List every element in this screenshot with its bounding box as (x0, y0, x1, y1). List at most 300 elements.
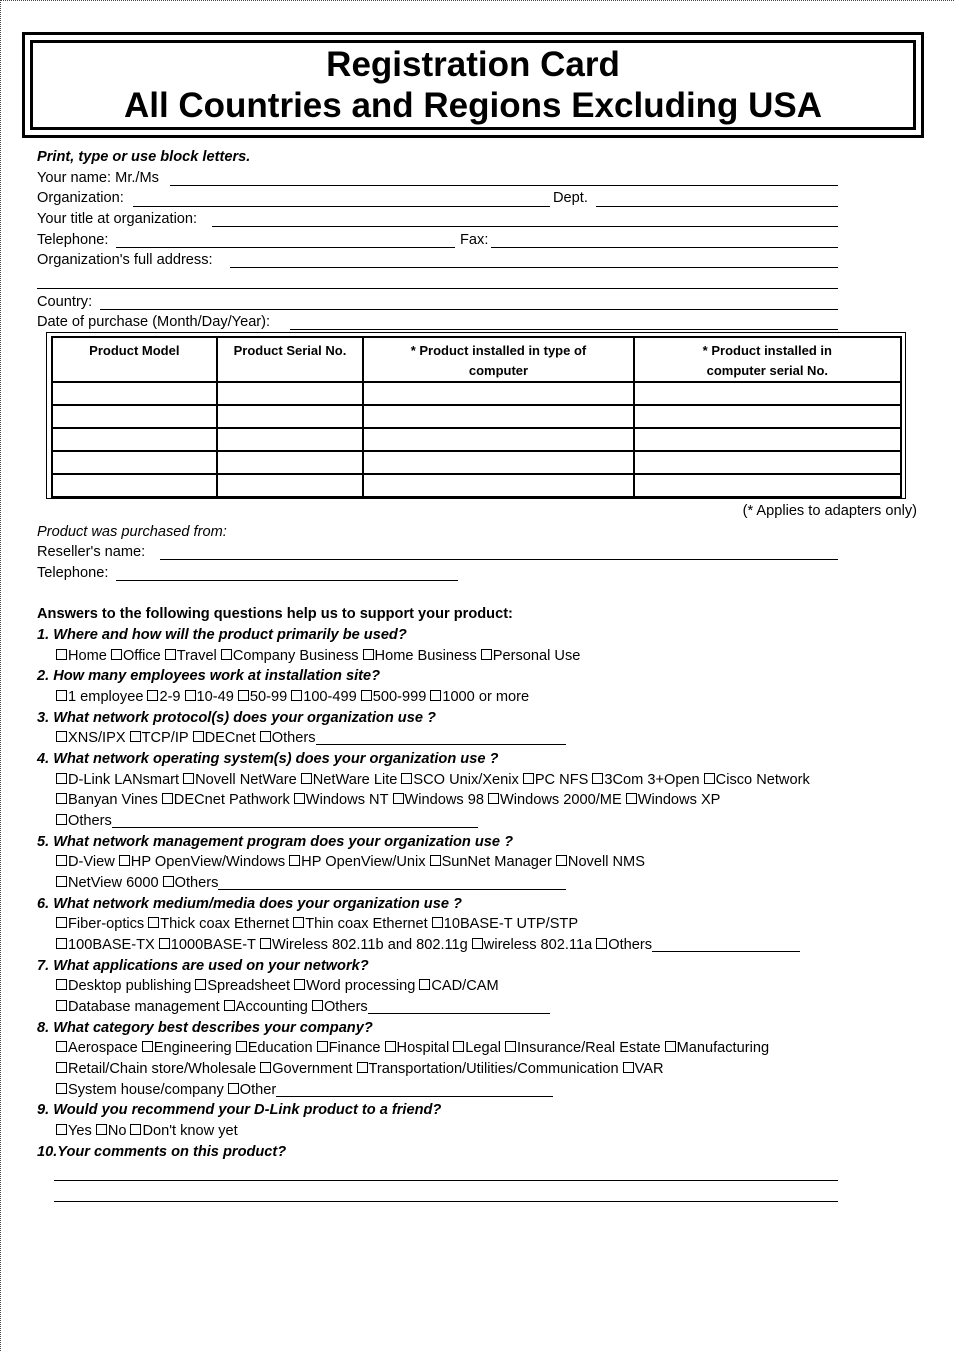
checkbox-icon[interactable] (56, 855, 67, 866)
product-table-row (52, 405, 901, 428)
option-item[interactable] (294, 978, 415, 994)
option-item[interactable] (385, 1040, 450, 1056)
checkbox-icon[interactable] (228, 1083, 239, 1094)
option-item[interactable] (111, 648, 161, 664)
question-5: 5. What network management program does your organization use ? (37, 834, 513, 850)
checkbox-icon[interactable] (317, 1041, 328, 1052)
product-table-cell[interactable] (363, 474, 633, 497)
option-label: Windows 98 (404, 792, 485, 808)
address-field[interactable] (230, 267, 838, 268)
others-write-in-field[interactable] (368, 999, 550, 1014)
comments-field-1[interactable] (54, 1180, 838, 1181)
option-label: Thick coax Ethernet (160, 916, 290, 932)
country-label: Country: (37, 294, 93, 310)
option-label: Aerospace (68, 1040, 138, 1056)
checkbox-icon[interactable] (56, 690, 67, 701)
option-label: D-Link LANsmart (68, 772, 180, 788)
option-item[interactable] (56, 648, 107, 664)
option-label: Finance (328, 1040, 381, 1056)
question-5-options (56, 873, 566, 893)
product-table-cell[interactable] (217, 428, 364, 451)
option-item[interactable] (294, 792, 389, 808)
option-item[interactable] (159, 937, 256, 953)
option-item[interactable] (56, 875, 159, 891)
checkbox-icon[interactable] (193, 731, 204, 742)
option-item[interactable] (260, 1061, 352, 1077)
option-item[interactable] (260, 937, 468, 953)
option-label: 100-499 (303, 689, 357, 705)
fax-label: Fax: (460, 232, 489, 248)
question-4-options (56, 770, 814, 790)
option-item[interactable] (357, 1061, 619, 1077)
checkbox-icon[interactable] (56, 1041, 67, 1052)
option-label: Fiber-optics (68, 916, 145, 932)
option-label: CAD/CAM (431, 978, 499, 994)
option-item[interactable] (238, 689, 287, 705)
option-label: Legal (465, 1040, 501, 1056)
product-table-cell[interactable] (52, 382, 217, 405)
option-item[interactable] (236, 1040, 313, 1056)
header-computer-serial (634, 337, 901, 382)
option-item[interactable] (221, 648, 359, 664)
option-item[interactable] (162, 792, 290, 808)
checkbox-icon[interactable] (165, 649, 176, 660)
checkbox-icon[interactable] (523, 773, 534, 784)
option-item[interactable] (185, 689, 234, 705)
option-label: wireless 802.11a (483, 937, 593, 953)
option-item[interactable] (419, 978, 498, 994)
option-label: SCO Unix/Xenix (413, 772, 519, 788)
question-8-options (56, 1059, 668, 1079)
option-item[interactable] (361, 689, 427, 705)
option-label: Thin coax Ethernet (305, 916, 428, 932)
checkbox-icon[interactable] (56, 773, 67, 784)
option-item[interactable] (592, 772, 699, 788)
checkbox-icon[interactable] (626, 793, 637, 804)
option-label: Education (247, 1040, 313, 1056)
option-item[interactable] (505, 1040, 661, 1056)
option-label: Personal Use (492, 648, 581, 664)
checkbox-icon[interactable] (130, 1124, 141, 1135)
option-item[interactable] (56, 813, 112, 829)
checkbox-icon[interactable] (56, 1124, 67, 1135)
checkbox-icon[interactable] (623, 1062, 634, 1073)
question-1: 1. Where and how will the product primarily be used? (37, 627, 407, 643)
product-table-cell[interactable] (52, 405, 217, 428)
option-item[interactable] (56, 730, 126, 746)
others-write-in-field[interactable] (316, 730, 566, 745)
option-label: Home (68, 648, 107, 664)
option-label: Windows 2000/ME (500, 792, 622, 808)
option-label: No (107, 1123, 127, 1139)
dept-field[interactable] (596, 206, 838, 207)
checkbox-icon[interactable] (289, 855, 300, 866)
checkbox-icon[interactable] (488, 793, 499, 804)
checkbox-icon[interactable] (432, 917, 443, 928)
option-item[interactable] (312, 999, 368, 1015)
option-item[interactable] (56, 1040, 138, 1056)
option-item[interactable] (224, 999, 308, 1015)
option-item[interactable] (704, 772, 810, 788)
option-label: 3Com 3+Open (604, 772, 700, 788)
checkbox-icon[interactable] (453, 1041, 464, 1052)
question-9-options (56, 1121, 242, 1141)
option-label: Banyan Vines (68, 792, 158, 808)
question-8-options (56, 1080, 553, 1100)
option-label: 1000BASE-T (170, 937, 256, 953)
question-1-options (56, 646, 584, 666)
checkbox-icon[interactable] (505, 1041, 516, 1052)
page-top-border (0, 0, 954, 1)
option-label: System house/company (68, 1082, 224, 1098)
question-6-options (56, 935, 800, 955)
product-table-cell[interactable] (634, 451, 901, 474)
telephone-field[interactable] (116, 247, 455, 248)
checkbox-icon[interactable] (163, 876, 174, 887)
checkbox-icon[interactable] (592, 773, 603, 784)
product-table-cell[interactable] (363, 428, 633, 451)
checkbox-icon[interactable] (111, 649, 122, 660)
product-table-cell[interactable] (363, 405, 633, 428)
instructions: Print, type or use block letters. (37, 149, 251, 165)
option-label: NetView 6000 (68, 875, 159, 891)
option-item[interactable] (523, 772, 589, 788)
checkbox-icon[interactable] (183, 773, 194, 784)
option-label: Novell NetWare (195, 772, 297, 788)
option-label: Cisco Network (715, 772, 810, 788)
option-item[interactable] (430, 689, 529, 705)
checkbox-icon[interactable] (148, 917, 159, 928)
checkbox-icon[interactable] (294, 793, 305, 804)
option-item[interactable] (56, 1082, 224, 1098)
checkbox-icon[interactable] (419, 979, 430, 990)
product-table-cell[interactable] (52, 428, 217, 451)
option-label: SunNet Manager (441, 854, 552, 870)
checkbox-icon[interactable] (260, 731, 271, 742)
title-box (22, 32, 924, 138)
question-6: 6. What network medium/media does your organization use ? (37, 896, 462, 912)
option-item[interactable] (291, 689, 357, 705)
others-write-in-field[interactable] (652, 937, 800, 952)
checkbox-icon[interactable] (142, 1041, 153, 1052)
product-table-cell[interactable] (217, 382, 364, 405)
name-field[interactable] (170, 185, 838, 186)
option-label: 10BASE-T UTP/STP (443, 916, 579, 932)
option-item[interactable] (665, 1040, 769, 1056)
reseller-label: Reseller's name: (37, 544, 146, 560)
option-label: Others (68, 813, 112, 829)
header-computer-serial-line1: * Product installed in (702, 343, 832, 358)
question-6-options (56, 914, 582, 934)
product-table-cell[interactable] (217, 451, 364, 474)
organization-field[interactable] (133, 206, 550, 207)
header-product-model (52, 337, 217, 382)
option-item[interactable] (56, 999, 220, 1015)
option-label: PC NFS (534, 772, 589, 788)
telephone-label: Telephone: (37, 232, 109, 248)
product-table-cell[interactable] (363, 382, 633, 405)
header-serial-no-text: Product Serial No. (233, 343, 347, 358)
option-label: NetWare Lite (312, 772, 398, 788)
checkbox-icon[interactable] (430, 690, 441, 701)
question-7: 7. What applications are used on your network? (37, 958, 369, 974)
checkbox-icon[interactable] (56, 731, 67, 742)
header-serial-no (217, 337, 364, 382)
checkbox-icon[interactable] (56, 938, 67, 949)
checkbox-icon[interactable] (162, 793, 173, 804)
checkbox-icon[interactable] (238, 690, 249, 701)
checkbox-icon[interactable] (195, 979, 206, 990)
checkbox-icon[interactable] (56, 814, 67, 825)
checkbox-icon[interactable] (130, 731, 141, 742)
product-table-cell[interactable] (217, 405, 364, 428)
option-label: Others (608, 937, 653, 953)
checkbox-icon[interactable] (56, 649, 67, 660)
others-write-in-field[interactable] (218, 875, 566, 890)
option-label: XNS/IPX (68, 730, 126, 746)
title-inner-frame (30, 40, 916, 130)
option-label: 2-9 (159, 689, 181, 705)
product-table-cell[interactable] (634, 428, 901, 451)
question-4-options (56, 811, 478, 831)
option-label: 100BASE-TX (68, 937, 155, 953)
header-product-model-text: Product Model (89, 343, 180, 358)
option-item[interactable] (432, 916, 578, 932)
checkbox-icon[interactable] (401, 773, 412, 784)
checkbox-icon[interactable] (56, 917, 67, 928)
purchased-from-heading: Product was purchased from: (37, 524, 227, 540)
product-table-cell[interactable] (52, 474, 217, 497)
checkbox-icon[interactable] (357, 1062, 368, 1073)
option-item[interactable] (56, 1061, 256, 1077)
title-line-1: Registration Card (326, 45, 620, 84)
option-item[interactable] (301, 772, 398, 788)
option-label: Windows NT (305, 792, 389, 808)
option-label: 10-49 (196, 689, 234, 705)
purchase-date-label: Date of purchase (Month/Day/Year): (37, 314, 271, 330)
checkbox-icon[interactable] (159, 938, 170, 949)
checkbox-icon[interactable] (363, 649, 374, 660)
comments-field-2[interactable] (54, 1201, 838, 1202)
option-label: Insurance/Real Estate (516, 1040, 661, 1056)
product-table-frame (46, 332, 906, 499)
checkbox-icon[interactable] (147, 690, 158, 701)
checkbox-icon[interactable] (56, 979, 67, 990)
option-label: Word processing (306, 978, 416, 994)
reseller-field[interactable] (160, 559, 838, 560)
option-item[interactable] (317, 1040, 381, 1056)
product-table-cell[interactable] (363, 451, 633, 474)
option-label: Engineering (153, 1040, 232, 1056)
product-table-cell[interactable] (634, 474, 901, 497)
option-label: Others (271, 730, 316, 746)
fax-field[interactable] (491, 247, 838, 248)
checkbox-icon[interactable] (393, 793, 404, 804)
reseller-telephone-field[interactable] (116, 580, 458, 581)
dept-label: Dept. (553, 190, 588, 206)
option-item[interactable] (56, 689, 143, 705)
purchase-date-field[interactable] (290, 329, 838, 330)
option-item[interactable] (472, 937, 592, 953)
checkbox-icon[interactable] (481, 649, 492, 660)
option-item[interactable] (165, 648, 217, 664)
product-table-row (52, 382, 901, 405)
product-table-cell[interactable] (217, 474, 364, 497)
option-item[interactable] (56, 854, 115, 870)
option-label: Yes (68, 1123, 92, 1139)
option-item[interactable] (453, 1040, 501, 1056)
country-field[interactable] (100, 309, 838, 310)
option-item[interactable] (119, 854, 285, 870)
checkbox-icon[interactable] (596, 938, 607, 949)
question-7-options (56, 976, 503, 996)
question-9: 9. Would you recommend your D-Link product to a friend? (37, 1102, 442, 1118)
checkbox-icon[interactable] (56, 1062, 67, 1073)
checkbox-icon[interactable] (704, 773, 715, 784)
option-label: D-View (68, 854, 115, 870)
checkbox-icon[interactable] (312, 1000, 323, 1011)
option-label: VAR (634, 1061, 664, 1077)
checkbox-icon[interactable] (361, 690, 372, 701)
checkbox-icon[interactable] (221, 649, 232, 660)
option-label: Transportation/Utilities/Communication (368, 1061, 619, 1077)
option-item[interactable] (56, 792, 158, 808)
checkbox-icon[interactable] (236, 1041, 247, 1052)
title-line-2: All Countries and Regions Excluding USA (123, 86, 823, 125)
option-item[interactable] (401, 772, 518, 788)
option-label: Home Business (374, 648, 477, 664)
checkbox-icon[interactable] (56, 1000, 67, 1011)
product-table (51, 336, 902, 498)
checkbox-icon[interactable] (96, 1124, 107, 1135)
option-item[interactable] (195, 978, 290, 994)
option-item[interactable] (430, 854, 552, 870)
option-label: Travel (176, 648, 217, 664)
checkbox-icon[interactable] (56, 876, 67, 887)
option-item[interactable] (148, 916, 289, 932)
checkbox-icon[interactable] (260, 938, 271, 949)
header-computer-serial-line2: computer serial No. (706, 363, 828, 378)
table-note: (* Applies to adapters only) (742, 503, 917, 519)
survey-intro: Answers to the following questions help us to support your product: (37, 606, 513, 622)
product-table-header (52, 337, 901, 382)
option-label: Don't know yet (142, 1123, 238, 1139)
product-table-cell[interactable] (634, 405, 901, 428)
option-label: HP OpenView/Unix (301, 854, 426, 870)
address-field-2[interactable] (37, 288, 838, 289)
option-item[interactable] (183, 772, 297, 788)
checkbox-icon[interactable] (119, 855, 130, 866)
option-label: 1 employee (68, 689, 144, 705)
product-table-cell[interactable] (634, 382, 901, 405)
option-label: TCP/IP (141, 730, 189, 746)
product-table-row (52, 428, 901, 451)
product-table-row (52, 474, 901, 497)
checkbox-icon[interactable] (185, 690, 196, 701)
option-label: Hospital (396, 1040, 450, 1056)
option-item[interactable] (363, 648, 477, 664)
checkbox-icon[interactable] (294, 979, 305, 990)
option-item[interactable] (596, 937, 652, 953)
option-item[interactable] (163, 875, 219, 891)
option-item[interactable] (623, 1061, 664, 1077)
checkbox-icon[interactable] (291, 690, 302, 701)
option-item[interactable] (228, 1082, 277, 1098)
option-label: DECnet (204, 730, 256, 746)
question-5-options (56, 852, 649, 872)
option-item[interactable] (56, 772, 179, 788)
header-computer-type-line2: computer (468, 363, 529, 378)
checkbox-icon[interactable] (556, 855, 567, 866)
checkbox-icon[interactable] (430, 855, 441, 866)
option-item[interactable] (626, 792, 721, 808)
option-label: Windows XP (637, 792, 721, 808)
option-item[interactable] (56, 937, 155, 953)
question-8: 8. What category best describes your company? (37, 1020, 373, 1036)
organization-label: Organization: (37, 190, 124, 206)
reseller-telephone-label: Telephone: (37, 565, 109, 581)
checkbox-icon[interactable] (56, 1083, 67, 1094)
option-item[interactable] (193, 730, 256, 746)
option-label: 50-99 (249, 689, 288, 705)
option-item[interactable] (56, 916, 144, 932)
job-title-field[interactable] (212, 226, 838, 227)
option-label: Novell NMS (567, 854, 645, 870)
checkbox-icon[interactable] (56, 793, 67, 804)
question-3: 3. What network protocol(s) does your organization use ? (37, 710, 436, 726)
option-item[interactable] (130, 730, 189, 746)
option-label: Government (272, 1061, 353, 1077)
option-item[interactable] (147, 689, 180, 705)
option-item[interactable] (130, 1123, 237, 1139)
header-computer-type (363, 337, 633, 382)
header-computer-type-line1: * Product installed in type of (410, 343, 587, 358)
question-2: 2. How many employees work at installation site? (37, 668, 381, 684)
checkbox-icon[interactable] (260, 1062, 271, 1073)
option-label: Accounting (235, 999, 308, 1015)
checkbox-icon[interactable] (293, 917, 304, 928)
option-item[interactable] (481, 648, 581, 664)
option-item[interactable] (556, 854, 645, 870)
option-item[interactable] (96, 1123, 127, 1139)
product-table-cell[interactable] (52, 451, 217, 474)
question-7-options (56, 997, 550, 1017)
option-label: Wireless 802.11b and 802.11g (271, 937, 468, 953)
option-label: Database management (68, 999, 220, 1015)
checkbox-icon[interactable] (665, 1041, 676, 1052)
option-label: HP OpenView/Windows (130, 854, 286, 870)
others-write-in-field[interactable] (276, 1082, 553, 1097)
option-item[interactable] (56, 978, 191, 994)
option-item[interactable] (289, 854, 425, 870)
option-label: Desktop publishing (68, 978, 192, 994)
checkbox-icon[interactable] (385, 1041, 396, 1052)
question-4: 4. What network operating system(s) does your organization use ? (37, 751, 499, 767)
option-item[interactable] (260, 730, 316, 746)
checkbox-icon[interactable] (472, 938, 483, 949)
option-label: Company Business (232, 648, 359, 664)
others-write-in-field[interactable] (112, 813, 478, 828)
option-item[interactable] (393, 792, 485, 808)
option-label: DECnet Pathwork (173, 792, 290, 808)
checkbox-icon[interactable] (224, 1000, 235, 1011)
question-8-options (56, 1038, 773, 1058)
checkbox-icon[interactable] (301, 773, 312, 784)
option-item[interactable] (56, 1123, 92, 1139)
option-item[interactable] (293, 916, 428, 932)
option-item[interactable] (142, 1040, 232, 1056)
option-item[interactable] (488, 792, 622, 808)
